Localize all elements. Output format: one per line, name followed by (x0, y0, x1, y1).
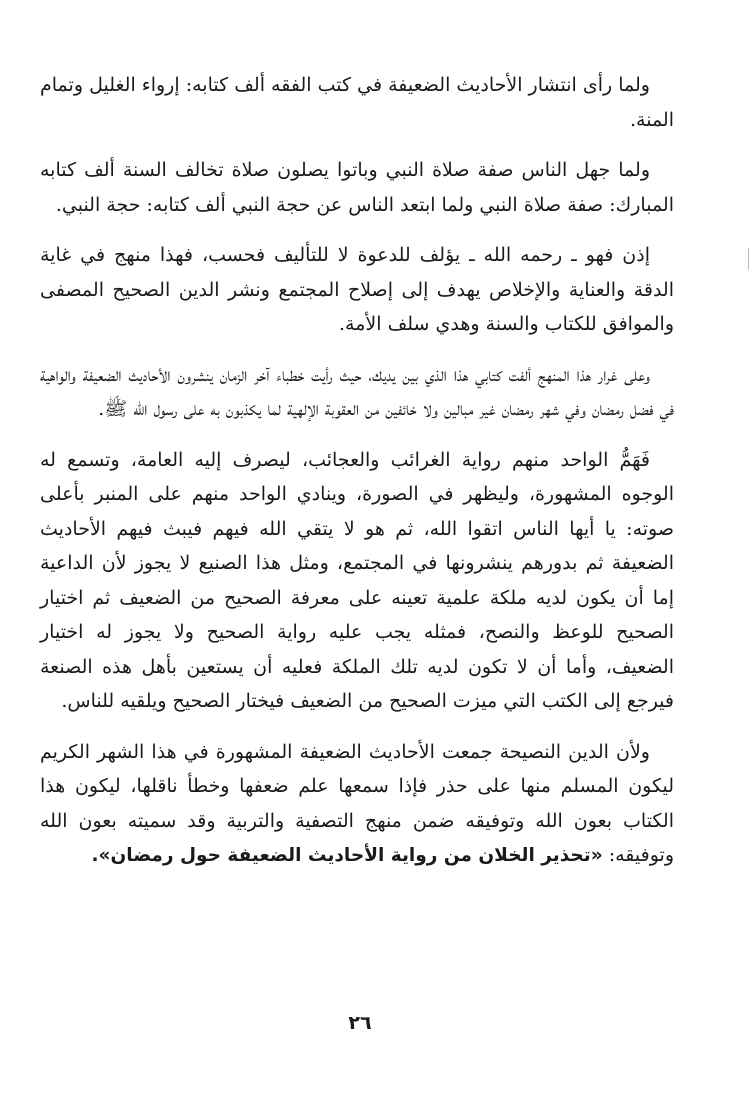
paragraph-2: ولما جهل الناس صفة صلاة النبي وباتوا يصلون صلاة تخالف السنة ألف كتابه المبارك: صفة صلاة النبي ولما ابتعد الناس عن حجة النبي ألف كتابه: حجة النبي. (40, 159, 674, 216)
paragraph-6 (40, 735, 674, 874)
paragraph-3: إذن فهو ـ رحمه الله ـ يؤلف للدعوة لا للتأليف فحسب، فهذا منهج في غاية الدقة والعناية والإخلاص يهدف إلى إصلاح المجتمع ونشر الدين الصحيح المصفى والموافق للكتاب والسنة وهدي سلف الأمة. (40, 244, 674, 335)
paragraph-4: وعلى غرار هذا المنهج ألفت كتابي هذا الذي بين يديك، حيث رأيت خطباء آخر الزمان ينشرون الأحاديث الضعيفة والواهية في فضل رمضان وفي شهر رمضان غير مبالين ولا خائفين من العقوبة الإلهية لما يكذبون به على رسول الله ﷺ. (40, 363, 674, 420)
book-title: «تحذير الخلان من رواية الأحاديث الضعيفة حول رمضان». (91, 845, 603, 866)
paragraph-5: فَهَمُّ الواحد منهم رواية الغرائب والعجائب، ليصرف إليه العامة، وتسمع له الوجوه المشهورة، وليظهر في الصورة، وينادي الواحد منهم على المنبر بأعلى صوته: يا أيها الناس اتقوا الله، ثم هو لا يتقي الله فيهم فيبث فيهم الأحاديث الضعيفة ثم بدورهم ينشرونها في المجتمع، ومثل هذا الصنيع لا يجوز لأن الداعية إما أن يكون لديه ملكة علمية تعينه على معرفة الصحيح من الضعيف ثم اختيار الصحيح للوعظ والنصح، فمثله يجب عليه رواية الصحيح ولا يجوز له اختيار الضعيف، وأما أن لا تكون لديه تلك الملكة فعليه أن يستعين بأهل هذه الصنعة فيرجع إلى الكتب التي ميزت الصحيح من الضعيف فيختار الصحيح ويلقيه للناس. (40, 448, 674, 712)
page-body (40, 68, 674, 890)
paragraph-6-text: ولأن الدين النصيحة جمعت الأحاديث الضعيفة المشهورة في هذا الشهر الكريم ليكون المسلم منها على حذر فإذا سمعها علم ضعفها وخطأ ناقلها، ليكون هذا الكتاب بعون الله وتوفيقه ضمن منهج التصفية والتربية وقد سميته بعون الله وتوفيقه: (40, 740, 674, 866)
scan-edge-mark (748, 248, 749, 270)
paragraph-1: ولما رأى انتشار الأحاديث الضعيفة في كتب الفقه ألف كتابه: إرواء الغليل وتمام المنة. (40, 74, 674, 131)
page-number: ٢٦ (348, 1012, 372, 1034)
